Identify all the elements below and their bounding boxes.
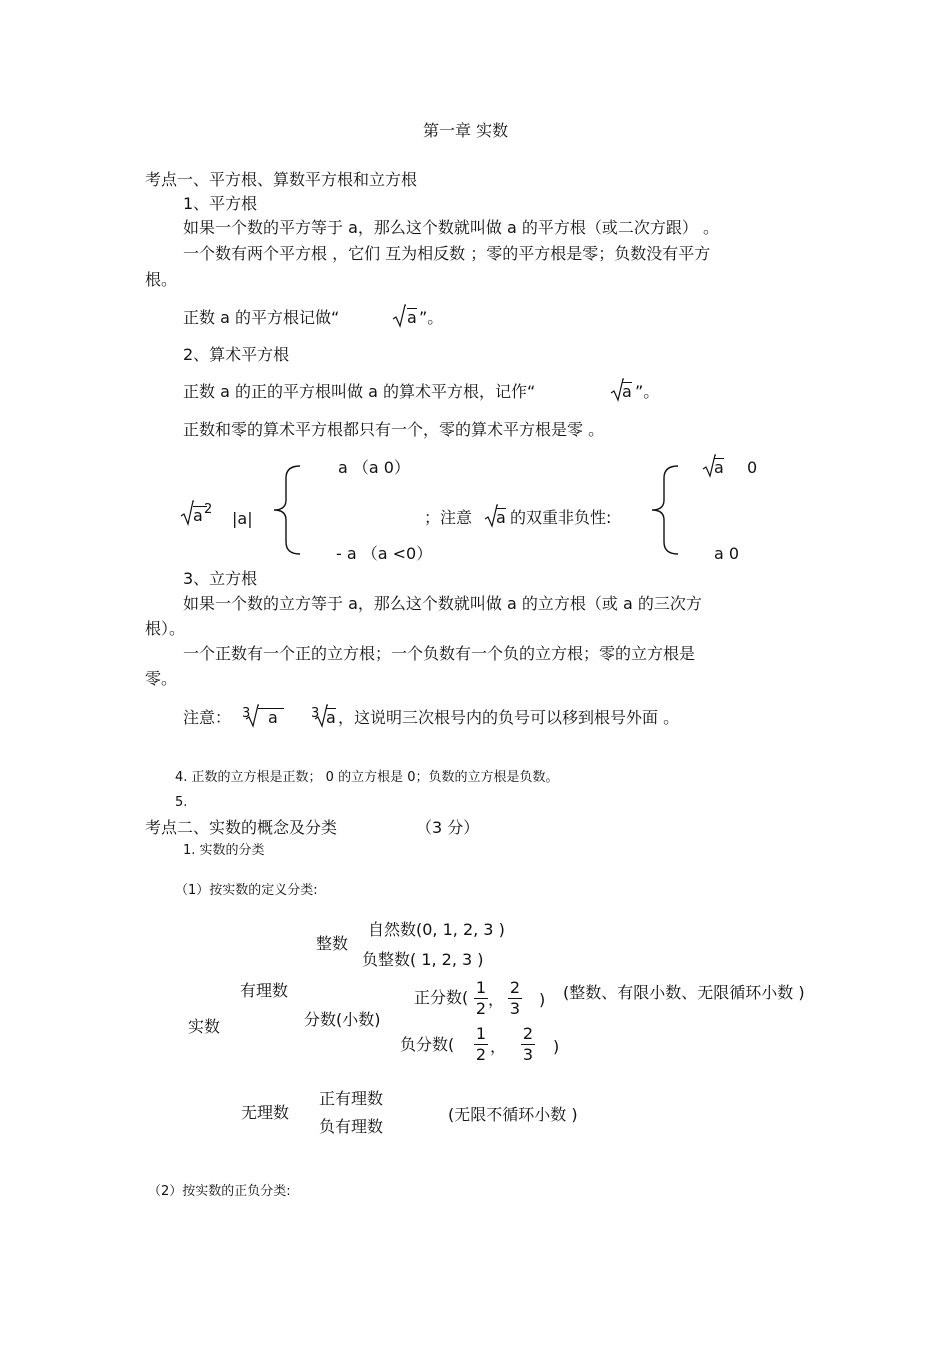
formula-case2: - a （a <0） bbox=[336, 544, 433, 563]
sub1-title: 1、平方根 bbox=[183, 194, 258, 213]
sub2-p1-after: ”。 bbox=[635, 382, 660, 401]
comma: ， bbox=[488, 990, 505, 1009]
sqrt-symbol bbox=[392, 304, 406, 332]
formula-abs: |a| bbox=[232, 509, 253, 528]
tree-integer: 整数 bbox=[316, 934, 349, 953]
section2-points: （3 分） bbox=[416, 818, 480, 837]
sub3-p2-line1: 一个正数有一个正的立方根；一个负数有一个负的立方根；零的立方根是 bbox=[183, 644, 696, 663]
cube-root-index: 3 bbox=[242, 706, 251, 721]
close-paren: ) bbox=[539, 990, 546, 1009]
sub2-p2: 正数和零的算术平方根都只有一个，零的算术平方根是零 。 bbox=[183, 420, 605, 439]
sub1-p3-after: ”。 bbox=[419, 308, 444, 327]
nonneg-case2: a 0 bbox=[714, 544, 740, 563]
sub1-p3-radicand: a bbox=[407, 308, 417, 327]
sub1-p3-before: 正数 a 的平方根记做“ bbox=[183, 308, 340, 327]
item5: 5. bbox=[175, 795, 188, 810]
chapter-title: 第一章 实数 bbox=[423, 121, 509, 140]
sub3-note-label: 注意： bbox=[183, 708, 232, 727]
formula-note-before: ；注意 bbox=[424, 508, 473, 527]
sub3-p1-line2: 根）。 bbox=[145, 619, 186, 638]
section2-sub1-2: （2）按实数的正负分类: bbox=[148, 1184, 291, 1199]
tree-pos-irrational: 正有理数 bbox=[319, 1089, 384, 1108]
section2-sub1-1: （1）按实数的定义分类: bbox=[175, 883, 318, 898]
section2-sub1: 1. 实数的分类 bbox=[183, 843, 265, 858]
section2-heading: 考点二、实数的概念及分类 bbox=[145, 818, 338, 837]
sub1-p2-line1: 一个数有两个平方根 ，它们 互为相反数 ；零的平方根是零；负数没有平方 bbox=[183, 244, 711, 263]
tree-rational-note: (整数、有限小数、无限循环小数 ) bbox=[563, 983, 805, 1002]
fraction-1-2: 1 2 bbox=[475, 978, 487, 1018]
section1-heading: 考点一、平方根、算数平方根和立方根 bbox=[145, 170, 418, 189]
comma: ， bbox=[490, 1037, 507, 1056]
sub1-p1: 如果一个数的平方等于 a，那么这个数就叫做 a 的平方根（或二次方跟） 。 bbox=[183, 218, 719, 237]
tree-neg-fraction: 负分数( bbox=[400, 1035, 455, 1054]
formula-case1: a （a 0） bbox=[338, 458, 410, 477]
sub2-p1-radicand: a bbox=[622, 382, 632, 401]
tree-neg-integer: 负整数( 1, 2, 3 ) bbox=[362, 950, 484, 969]
cube-root-radicand-1: a bbox=[258, 708, 284, 727]
tree-fraction: 分数(小数) bbox=[304, 1010, 381, 1029]
sub3-p2-line2: 零。 bbox=[145, 669, 178, 688]
sub2-title: 2、算术平方根 bbox=[183, 345, 290, 364]
sub1-p2-line2: 根。 bbox=[145, 270, 178, 289]
fraction-2-3: 2 3 bbox=[509, 978, 521, 1018]
tree-pos-fraction: 正分数( bbox=[414, 988, 469, 1007]
tree-neg-irrational: 负有理数 bbox=[319, 1117, 384, 1136]
sub2-p1-before: 正数 a 的正的平方根叫做 a 的算术平方根，记作“ bbox=[183, 382, 536, 401]
formula-note-radicand: a bbox=[496, 508, 506, 527]
close-paren: ) bbox=[553, 1037, 560, 1056]
sqrt-symbol bbox=[180, 500, 194, 530]
sub3-title: 3、立方根 bbox=[183, 569, 258, 588]
cube-root-radicand-2: a bbox=[326, 708, 336, 727]
nonneg-value: 0 bbox=[747, 458, 758, 477]
nonneg-radicand: a bbox=[714, 458, 724, 477]
fraction-1-2: 1 2 bbox=[475, 1024, 487, 1064]
cube-root-symbol bbox=[245, 704, 259, 732]
sub3-p1-line1: 如果一个数的立方等于 a，那么这个数就叫做 a 的立方根（或 a 的三次方 bbox=[183, 594, 702, 613]
tree-root: 实数 bbox=[188, 1017, 221, 1036]
tree-irrational: 无理数 bbox=[241, 1103, 290, 1122]
formula-lhs-radicand: a bbox=[193, 506, 207, 525]
tree-irrational-note: (无限不循环小数 ) bbox=[448, 1105, 578, 1124]
left-brace-icon bbox=[268, 464, 304, 556]
formula-note-after: 的双重非负性: bbox=[510, 508, 612, 527]
tree-natural: 自然数(0, 1, 2, 3 ) bbox=[368, 920, 505, 939]
sub3-note-after: ，这说明三次根号内的负号可以移到根号外面 。 bbox=[338, 708, 680, 727]
cube-root-index: 3 bbox=[311, 706, 320, 721]
formula-lhs-exponent: 2 bbox=[204, 502, 213, 517]
tree-rational: 有理数 bbox=[240, 981, 289, 1000]
item4: 4. 正数的立方根是正数； 0 的立方根是 0；负数的立方根是负数。 bbox=[175, 770, 559, 785]
left-brace-icon bbox=[646, 464, 682, 556]
fraction-2-3: 2 3 bbox=[522, 1024, 534, 1064]
